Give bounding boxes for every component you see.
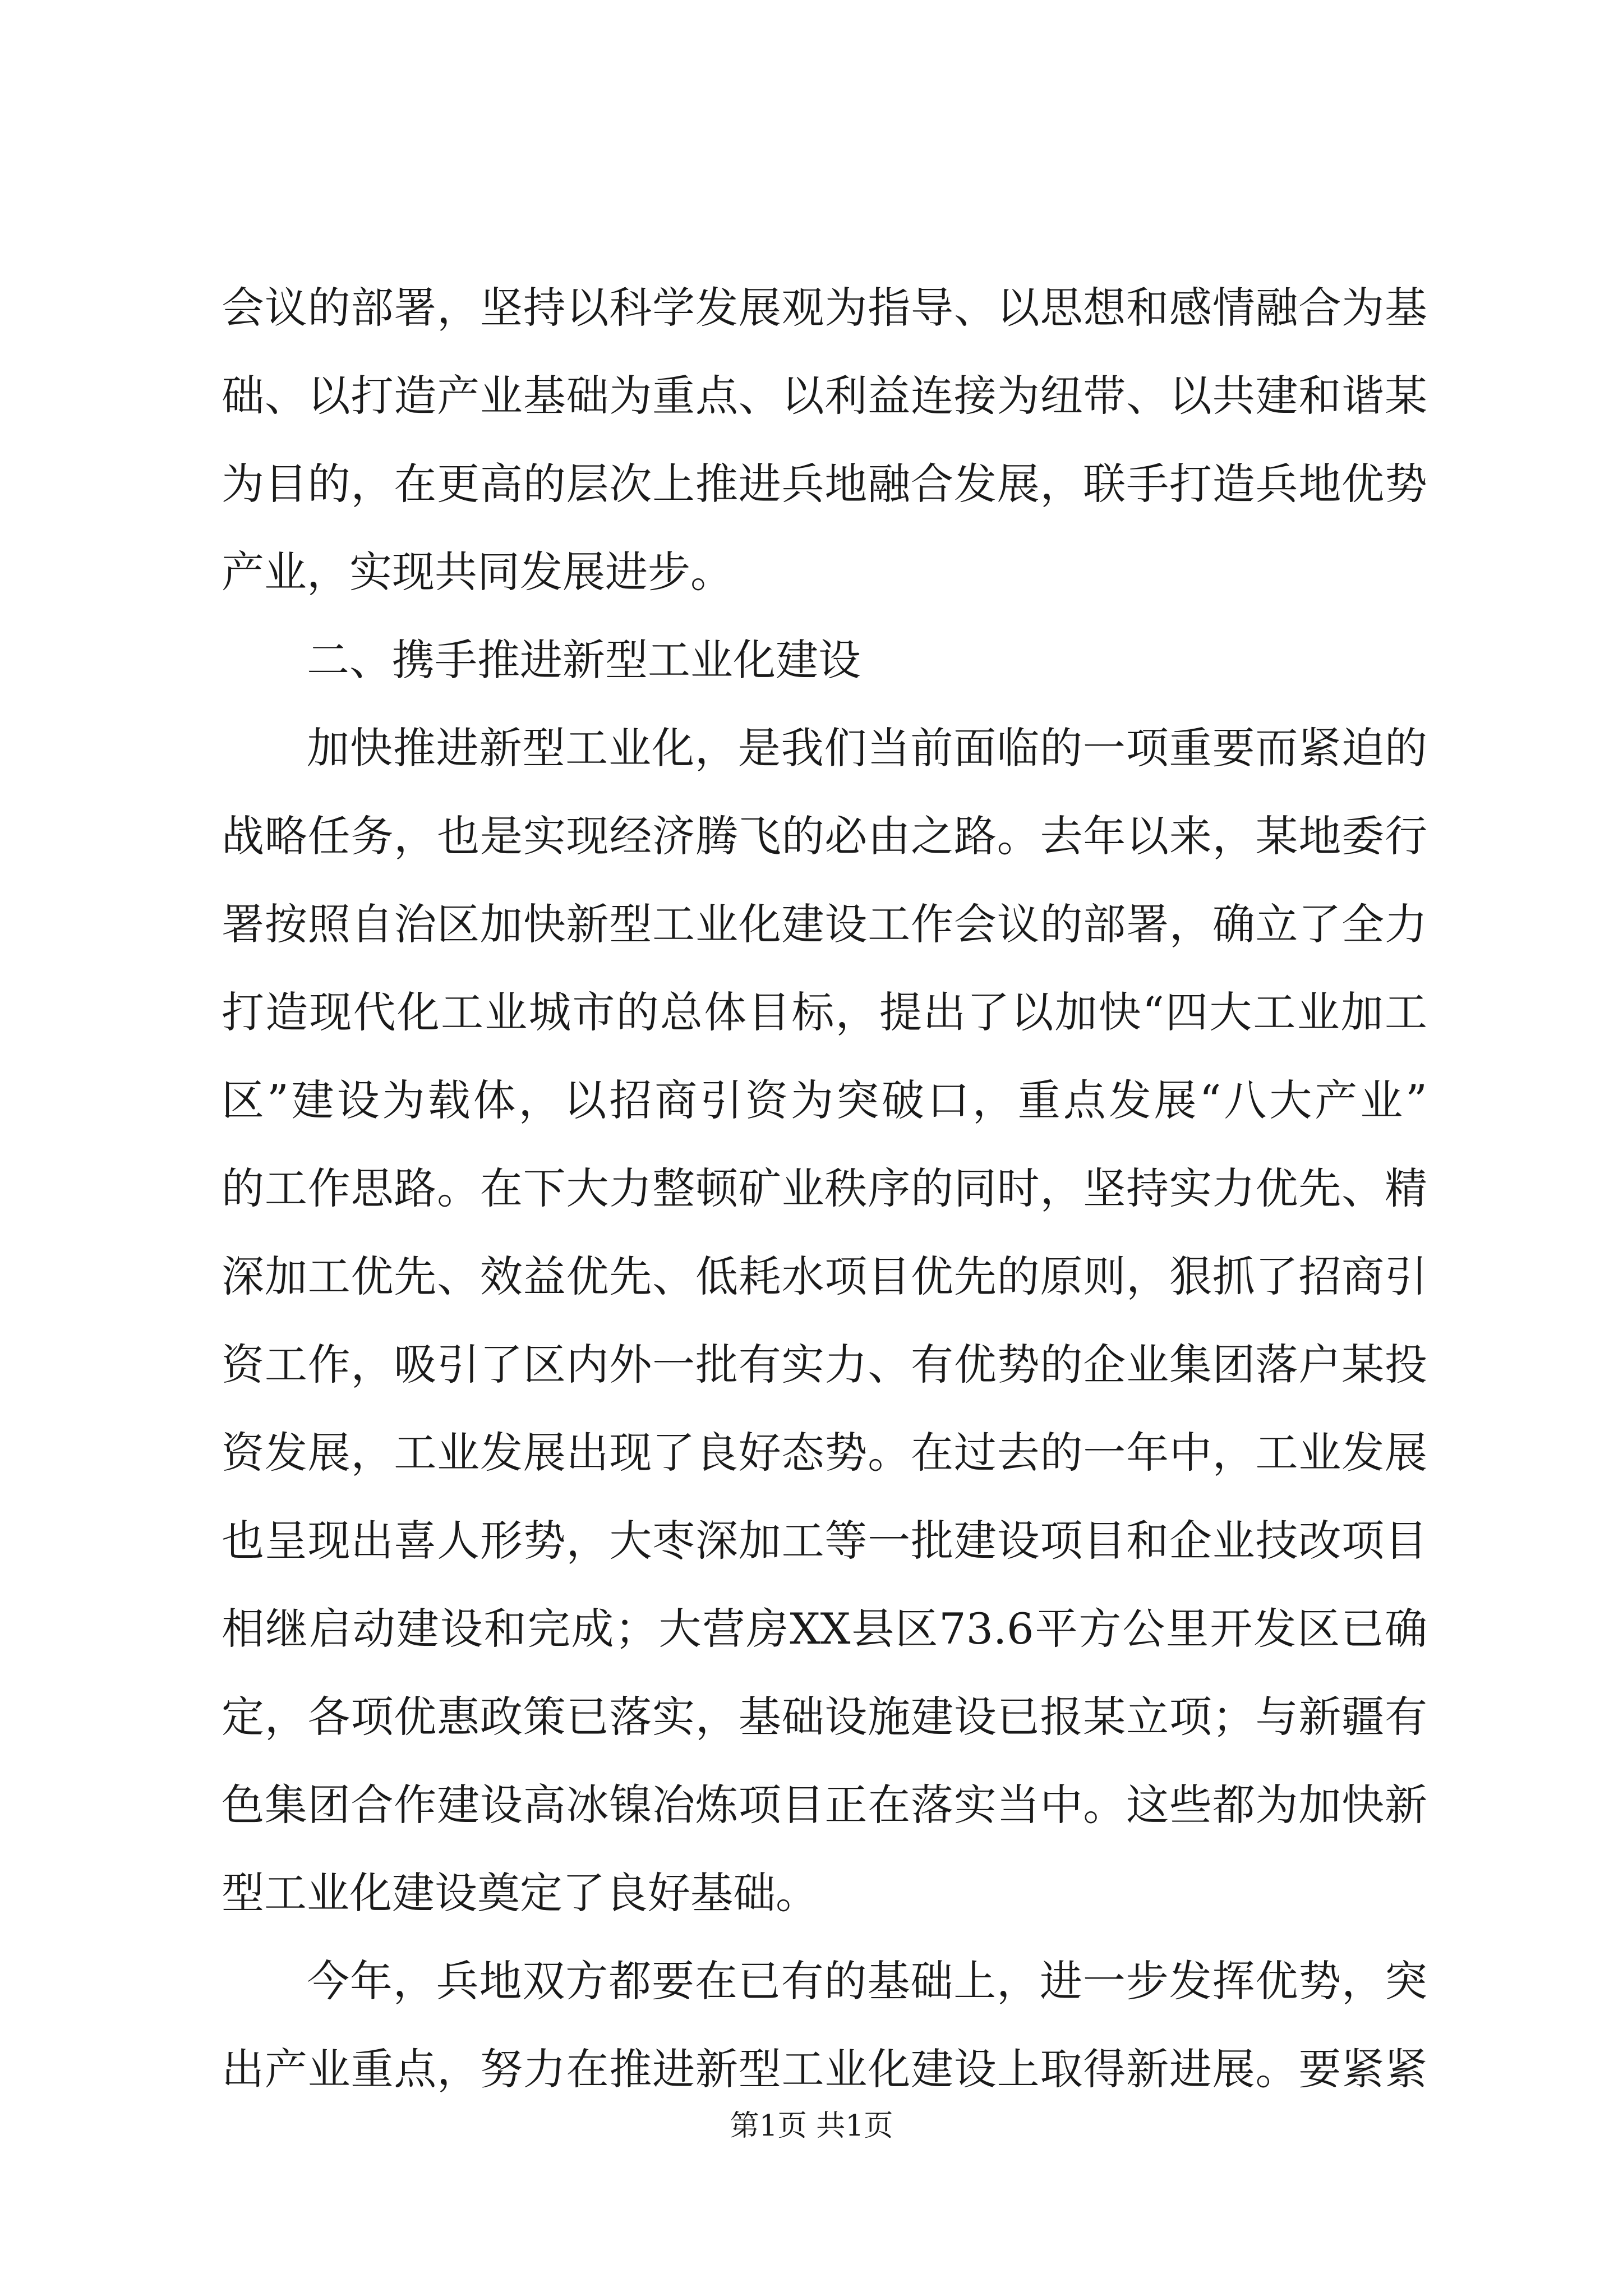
paragraph-line: 资工作，吸引了区内外一批有实力、有优势的企业集团落户某投 xyxy=(222,1340,1427,1389)
paragraph-line: 的工作思路。在下大力整顿矿业秩序的同时，坚持实力优先、精 xyxy=(222,1163,1427,1213)
document-body xyxy=(222,264,1427,2113)
paragraph-line: 础、以打造产业基础为重点、以利益连接为纽带、以共建和谐某 xyxy=(222,371,1427,421)
paragraph-line: 今年，兵地双方都要在已有的基础上，进一步发挥优势，突 xyxy=(307,1956,1427,2006)
paragraph-line: 战略任务，也是实现经济腾飞的必由之路。去年以来，某地委行 xyxy=(222,811,1427,861)
paragraph-line: 色集团合作建设高冰镍冶炼项目正在落实当中。这些都为加快新 xyxy=(222,1780,1427,1830)
paragraph-line: 产业，实现共同发展进步。 xyxy=(222,547,733,597)
paragraph-line: 加快推进新型工业化，是我们当前面临的一项重要而紧迫的 xyxy=(307,723,1427,773)
paragraph-line: 型工业化建设奠定了良好基础。 xyxy=(222,1868,818,1918)
paragraph-line: 资发展，工业发展出现了良好态势。在过去的一年中，工业发展 xyxy=(222,1428,1427,1478)
paragraph-line: 会议的部署，坚持以科学发展观为指导、以思想和感情融合为基 xyxy=(222,283,1427,333)
section-heading: 二、携手推进新型工业化建设 xyxy=(307,635,861,685)
paragraph-line: 定，各项优惠政策已落实，基础设施建设已报某立项；与新疆有 xyxy=(222,1692,1427,1742)
paragraph-line: 深加工优先、效益优先、低耗水项目优先的原则，狠抓了招商引 xyxy=(222,1251,1427,1301)
paragraph-line: 署按照自治区加快新型工业化建设工作会议的部署，确立了全力 xyxy=(222,899,1427,949)
page-footer: 第1页 共1页 xyxy=(730,2109,893,2143)
paragraph-line: 打造现代化工业城市的总体目标，提出了以加快“四大工业加工 xyxy=(222,987,1427,1037)
paragraph-line: 也呈现出喜人形势，大枣深加工等一批建设项目和企业技改项目 xyxy=(222,1516,1427,1566)
paragraph-line: 相继启动建设和完成；大营房XX县区73.6平方公里开发区已确 xyxy=(222,1604,1427,1654)
paragraph-line: 为目的，在更高的层次上推进兵地融合发展，联手打造兵地优势 xyxy=(222,459,1427,509)
paragraph-line: 出产业重点，努力在推进新型工业化建设上取得新进展。要紧紧 xyxy=(222,2044,1427,2094)
paragraph-line: 区”建设为载体，以招商引资为突破口，重点发展“八大产业” xyxy=(222,1075,1427,1125)
